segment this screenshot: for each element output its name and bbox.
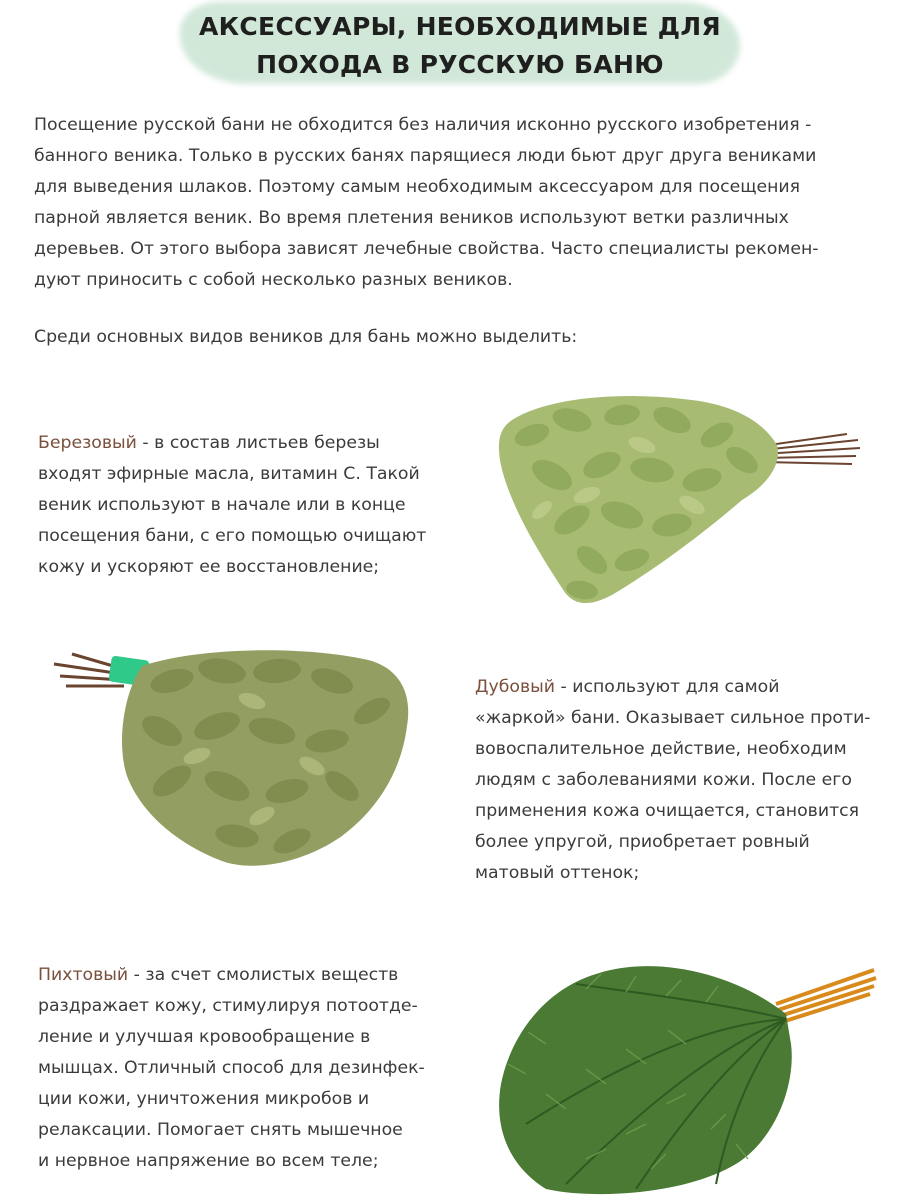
page-header	[180, 0, 740, 86]
birch-line: веник используют в начале или в конце	[38, 495, 406, 515]
oak-broom-description	[475, 672, 895, 889]
intro-paragraph	[34, 110, 884, 296]
intro-line: банного веника. Только в русских банях парящиеся люди бьют друг друга вениками	[34, 146, 817, 166]
oak-line: вовоспалительное действие, необходим	[475, 739, 847, 759]
oak-line: «жаркой» бани. Оказывает сильное проти-	[475, 708, 871, 728]
fir-line: - за счет смолистых веществ	[128, 965, 399, 985]
lead-sentence: Среди основных видов веников для бань можно выделить:	[34, 327, 578, 347]
fir-broom-foliage	[499, 966, 792, 1194]
intro-line: деревьев. От этого выбора зависят лечебные свойства. Часто специалисты рекомен-	[34, 239, 819, 259]
oak-line: применения кожа очищается, становится	[475, 801, 860, 821]
fir-line: мышцах. Отличный способ для дезинфек-	[38, 1058, 425, 1078]
birch-broom-name: Березовый	[38, 433, 137, 453]
fir-first-line	[38, 960, 458, 991]
fir-broom-image	[486, 944, 882, 1200]
fir-line: ление и улучшая кровообращение в	[38, 1027, 371, 1047]
title-line-2: ПОХОДА В РУССКУЮ БАНЮ	[256, 50, 664, 79]
birch-broom-description	[38, 428, 478, 583]
oak-line: - используют для самой	[555, 677, 780, 697]
oak-broom-name: Дубовый	[475, 677, 556, 697]
birch-line: входят эфирные масла, витамин С. Такой	[38, 464, 420, 484]
fir-line: раздражает кожу, стимулируя потоотде-	[38, 996, 418, 1016]
intro-line: Посещение русской бани не обходится без наличия исконно русского изобретения -	[34, 115, 812, 135]
fir-broom-binding	[776, 970, 876, 1022]
fir-line: и нервное напряжение во всем теле;	[38, 1151, 379, 1171]
intro-line: парной является веник. Во время плетения веников используют ветки различных	[34, 208, 789, 228]
oak-line: более упругой, приобретает ровный	[475, 832, 810, 852]
fir-broom-name: Пихтовый	[38, 965, 129, 985]
birch-line: - в состав листьев березы	[136, 433, 380, 453]
intro-line: для выведения шлаков. Поэтому самым необходимым аксессуаром для посещения	[34, 177, 801, 197]
oak-line: людям с заболеваниями кожи. После его	[475, 770, 852, 790]
fir-line: релаксации. Помогает снять мышечное	[38, 1120, 403, 1140]
birch-line: посещения бани, с его помощью очищают	[38, 526, 427, 546]
page-title	[180, 8, 740, 84]
title-line-1: АКСЕССУАРЫ, НЕОБХОДИМЫЕ ДЛЯ	[199, 12, 721, 41]
fir-line: ции кожи, уничтожения микробов и	[38, 1089, 370, 1109]
oak-first-line	[475, 672, 895, 703]
birch-first-line	[38, 428, 478, 459]
birch-line: кожу и ускоряют ее восстановление;	[38, 557, 380, 577]
intro-line: дуют приносить с собой несколько разных веников.	[34, 270, 513, 290]
oak-broom-image	[52, 636, 422, 872]
oak-line: матовый оттенок;	[475, 863, 640, 883]
fir-broom-description	[38, 960, 458, 1177]
birch-broom-image	[492, 390, 864, 612]
